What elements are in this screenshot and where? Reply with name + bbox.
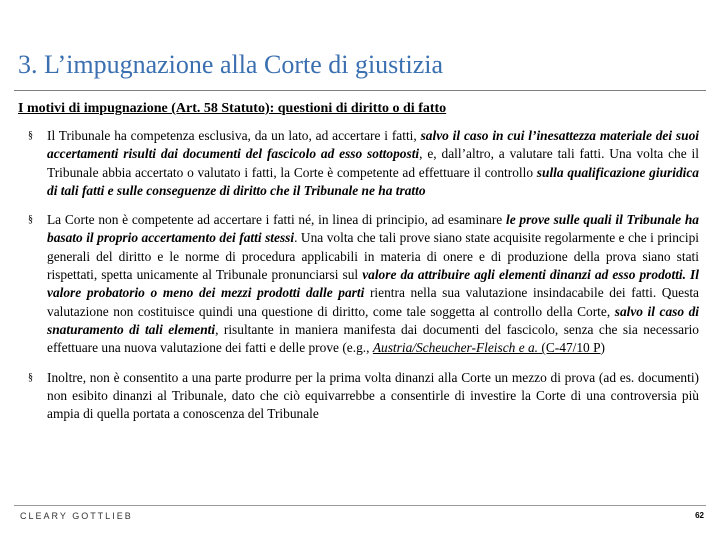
title-divider: [14, 90, 706, 91]
bullet-text: . Una volta che tali prove siano state acquisite regolarmente e che i principi generali del diritto e le norme di procedura applicabili in materia di onere e di produzione della prova siano stati rispettati, spetta unicamente al Tribunale pronunciarsi sul: [47, 230, 699, 283]
footer-divider: [14, 505, 706, 506]
bullet-text: Il Tribunale ha competenza esclusiva, da un lato, ad accertare i fatti,: [47, 128, 421, 143]
bullet-item: [28, 211, 699, 357]
firm-logo: CLEARY GOTTLIEB: [20, 511, 133, 521]
bullet-marker: §: [28, 214, 33, 226]
bullet-item: [28, 369, 699, 424]
case-reference: (C-47/10 P: [538, 340, 601, 356]
bullet-text: Inoltre, non è consentito a una parte produrre per la prima volta dinanzi alla Corte un mezzo di prova (ad es. documenti) non esibito dinanzi al Tribunale, dato che ciò equivarrebbe a consentirle di investire la Corte di una controversia più ampia di quella portata a conoscenza del Tribunale: [47, 369, 699, 422]
bullet-emphasis: sulla qualificazione giuridica di tali fatti e sulle conseguenze di diritto che il Tribunale ne ha tratto: [47, 164, 700, 198]
bullet-list: [28, 127, 699, 434]
bullet-text: rientra nella sua valutazione insindacabile dei fatti. Questa valutazione non costituisce quindi una questione di diritto, come tale soggetta al controllo della Corte,: [47, 285, 699, 319]
bullet-emphasis: valore da attribuire agli elementi dinanzi ad esso prodotti. Il valore probatorio o meno dei mezzi prodotti dalle parti: [47, 267, 699, 301]
bullet-marker: §: [28, 371, 33, 383]
bullet-text: , risultante in maniera manifesta dai documenti del fascicolo, senza che sia necessario effettuare una nuova valutazione dei fatti e delle prove (e.g.,: [47, 321, 699, 356]
bullet-text: , e, dall’altro, a valutare tali fatti. Una volta che il Tribunale abbia accertato o valutato i fatti, la Corte è competente ad effettuare il controllo: [47, 146, 699, 180]
bullet-emphasis: salvo il caso di snaturamento di tali elementi: [47, 303, 699, 337]
bullet-marker: §: [28, 130, 33, 141]
case-citation: Austria/Scheucher-Fleisch e a.: [372, 340, 539, 356]
bullet-item: [28, 127, 699, 200]
page-number: 62: [695, 511, 704, 520]
bullet-emphasis: salvo il caso in cui l’inesattezza materiale dei suoi accertamenti risulti dai documenti del fascicolo ad esso sottoposti: [47, 128, 699, 162]
bullet-text: ): [600, 340, 606, 356]
section-subtitle: I motivi di impugnazione (Art. 58 Statuto): questioni di diritto o di fatto: [18, 101, 447, 116]
bullet-emphasis: le prove sulle quali il Tribunale ha basato il proprio accertamento dei fatti stessi: [47, 212, 699, 246]
bullet-text: La Corte non è competente ad accertare i fatti né, in linea di principio, ad esaminare: [47, 212, 506, 228]
slide-title: 3. L’impugnazione alla Corte di giustizia: [18, 50, 444, 79]
